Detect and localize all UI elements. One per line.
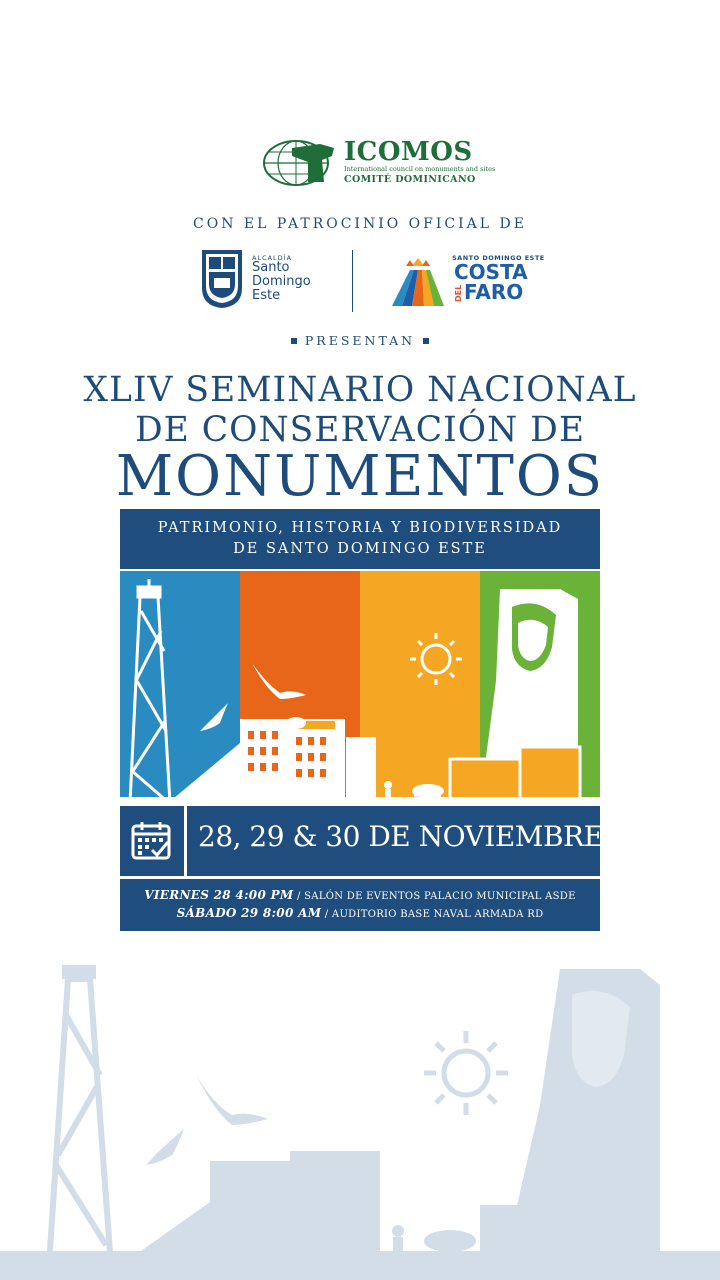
sponsor-heading: CON EL PATROCINIO OFICIAL DE	[193, 216, 527, 232]
presentan-label: PRESENTAN	[0, 333, 720, 348]
schedule-row: SÁBADO 29 8:00 AM / AUDITORIO BASE NAVAL ARMADA RD	[176, 906, 544, 920]
schedule-row: VIERNES 28 4:00 PM / SALÓN DE EVENTOS PALACIO MUNICIPAL ASDE	[144, 888, 576, 902]
subtitle-line-1: PATRIMONIO, HISTORIA Y BIODIVERSIDAD	[157, 520, 563, 536]
alcaldia-shield-icon	[200, 248, 244, 310]
sponsor-divider	[352, 250, 353, 312]
icomos-committee: COMITÉ DOMINICANO	[344, 174, 476, 185]
sponsor-logos	[200, 246, 545, 314]
alcaldia-name: Santo Domingo Este	[252, 260, 311, 303]
icomos-logo	[262, 136, 496, 190]
date-divider	[184, 806, 187, 876]
heritage-illustration	[120, 571, 600, 803]
costa-name: COSTA	[454, 260, 528, 284]
title-line-1: XLIV SEMINARIO NACIONAL	[83, 370, 637, 410]
date-band	[120, 806, 604, 876]
schedule-band	[120, 879, 600, 931]
alcaldia-label: ALCALDÍA	[252, 254, 293, 262]
square-bullet-icon	[291, 338, 297, 344]
icomos-tagline: International council on monuments and sites	[344, 165, 496, 173]
costa-del-faro-mark-icon	[388, 252, 448, 308]
costa-label: SANTO DOMINGO ESTE	[452, 254, 545, 262]
title-line-2: DE CONSERVACIÓN DE	[134, 410, 586, 450]
icomos-name: ICOMOS	[344, 137, 473, 167]
costa-del: DEL	[454, 284, 463, 302]
square-bullet-icon	[423, 338, 429, 344]
title-line-3: MONUMENTOS	[115, 444, 605, 509]
globe-icon	[262, 138, 338, 188]
background-silhouette	[0, 955, 720, 1280]
subtitle-line-2: DE SANTO DOMINGO ESTE	[233, 541, 487, 557]
event-dates: 28, 29 & 30 DE NOVIEMBRE	[198, 820, 604, 853]
calendar-check-icon	[130, 820, 172, 862]
subtitle-band	[120, 509, 600, 569]
costa-faro: FARO	[464, 280, 524, 304]
